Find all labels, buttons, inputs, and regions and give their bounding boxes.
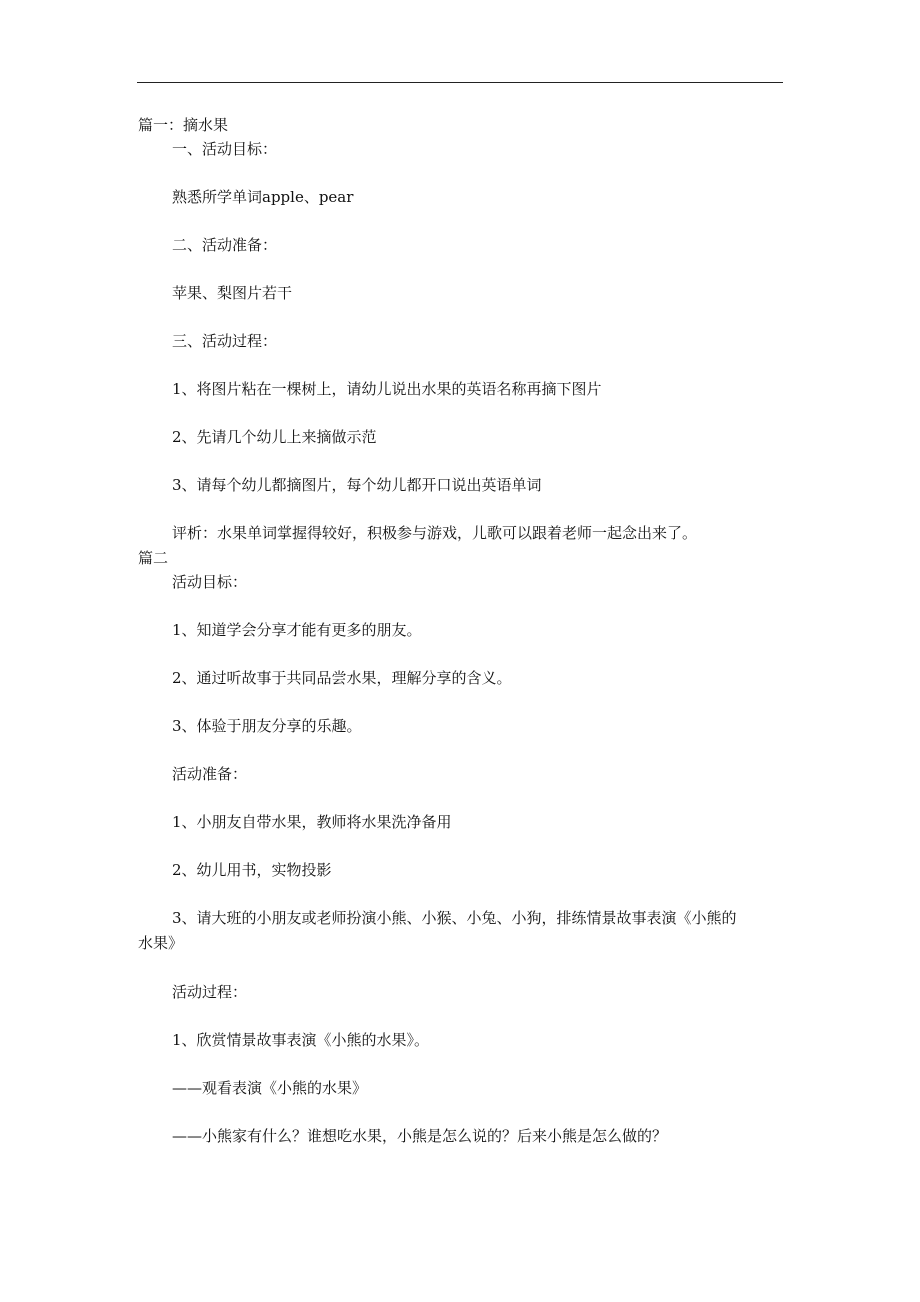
part2-process-item: 1、欣赏情景故事表演《小熊的水果》。 — [172, 1031, 430, 1049]
part1-title: 篇一：摘水果 — [138, 116, 229, 134]
part2-goal: 2、通过听故事于共同品尝水果，理解分享的含义。 — [172, 669, 512, 687]
part1-step: 2、先请几个幼儿上来摘做示范 — [172, 428, 377, 446]
part1-goal-heading: 一、活动目标： — [172, 140, 278, 158]
part2-process-item: ——小熊家有什么？谁想吃水果，小熊是怎么说的？后来小熊是怎么做的？ — [172, 1127, 668, 1145]
part2-prep: 1、小朋友自带水果，教师将水果洗净备用 — [172, 813, 452, 831]
header-rule — [137, 82, 783, 83]
part1-prep-text: 苹果、梨图片若干 — [172, 284, 293, 302]
part2-process-heading: 活动过程： — [172, 983, 248, 1001]
part2-prep-continuation: 水果》 — [138, 934, 184, 952]
part1-prep-heading: 二、活动准备： — [172, 236, 278, 254]
part2-goal-heading: 活动目标： — [172, 573, 248, 591]
part2-title: 篇二 — [138, 549, 169, 567]
part1-evaluation: 评析：水果单词掌握得较好，积极参与游戏，儿歌可以跟着老师一起念出来了。 — [172, 524, 698, 542]
part1-step: 3、请每个幼儿都摘图片，每个幼儿都开口说出英语单词 — [172, 476, 542, 494]
part1-step: 1、将图片粘在一棵树上，请幼儿说出水果的英语名称再摘下图片 — [172, 380, 602, 398]
part2-prep: 3、请大班的小朋友或老师扮演小熊、小猴、小兔、小狗，排练情景故事表演《小熊的 — [172, 909, 737, 927]
part2-prep-heading: 活动准备： — [172, 765, 248, 783]
part1-process-heading: 三、活动过程： — [172, 332, 278, 350]
part2-goal: 1、知道学会分享才能有更多的朋友。 — [172, 621, 422, 639]
part2-goal: 3、体验于朋友分享的乐趣。 — [172, 717, 362, 735]
part1-goal-text: 熟悉所学单词apple、pear — [172, 188, 354, 206]
part2-prep: 2、幼儿用书，实物投影 — [172, 861, 332, 879]
part2-process-item: ——观看表演《小熊的水果》 — [172, 1079, 368, 1097]
